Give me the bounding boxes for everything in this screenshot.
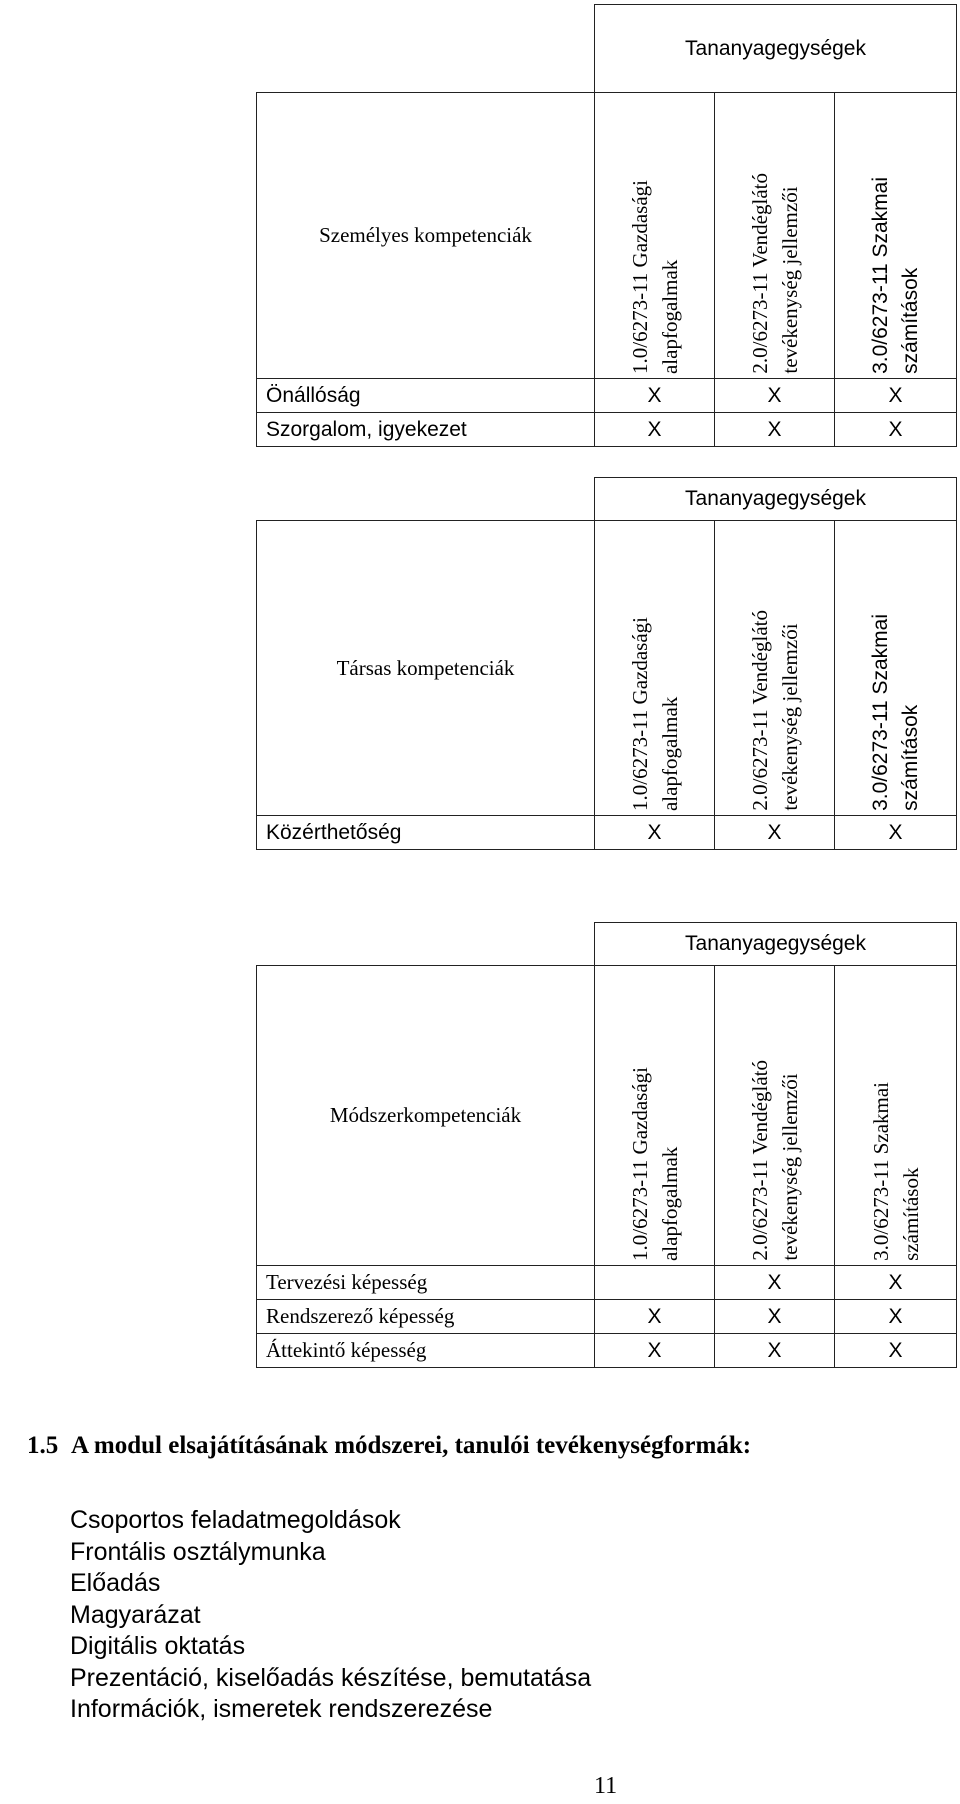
- table-title: Társas kompetenciák: [257, 521, 595, 816]
- unit-header-2: 2.0/6273-11 Vendéglátó tevékenység jellemzői: [715, 521, 835, 816]
- list-item: Információk, ismeretek rendszerezése: [70, 1695, 493, 1723]
- row-label: Rendszerező képesség: [257, 1300, 595, 1334]
- competency-table-personal: [256, 4, 957, 447]
- mark-cell: X: [835, 1334, 957, 1368]
- mark-cell: X: [835, 413, 957, 447]
- list-item: Csoportos feladatmegoldások: [70, 1506, 401, 1534]
- table-title: Személyes kompetenciák: [257, 93, 595, 379]
- section-heading: [27, 1432, 751, 1460]
- table-row: [257, 816, 957, 850]
- section-title: A modul elsajátításának módszerei, tanulói tevékenységformák:: [71, 1432, 752, 1459]
- header-units-label: Tananyagegységek: [595, 5, 957, 93]
- row-label: Közérthetőség: [257, 816, 595, 850]
- page-number: 11: [594, 1773, 618, 1799]
- mark-cell: X: [595, 816, 715, 850]
- competency-table-social: [256, 477, 957, 850]
- table-row: [257, 1266, 957, 1300]
- list-item: Előadás: [70, 1569, 161, 1597]
- unit-header-3: 3.0/6273-11 Szakmai számítások: [835, 93, 957, 379]
- unit-header-2: 2.0/6273-11 Vendéglátó tevékenység jellemzői: [715, 93, 835, 379]
- unit-header-1: 1.0/6273-11 Gazdasági alapfogalmak: [595, 93, 715, 379]
- list-item: Digitális oktatás: [70, 1632, 246, 1660]
- header-units-label: Tananyagegységek: [595, 923, 957, 966]
- mark-cell: X: [715, 379, 835, 413]
- row-label: Áttekintő képesség: [257, 1334, 595, 1368]
- mark-cell: X: [595, 413, 715, 447]
- list-item: Prezentáció, kiselőadás készítése, bemutatása: [70, 1663, 592, 1692]
- mark-cell: X: [595, 1300, 715, 1334]
- header-units-label: Tananyagegységek: [595, 478, 957, 521]
- unit-header-3: 3.0/6273-11 Szakmai számítások: [835, 521, 957, 816]
- mark-cell: X: [595, 1334, 715, 1368]
- unit-header-1: 1.0/6273-11 Gazdasági alapfogalmak: [595, 521, 715, 816]
- unit-header-1: 1.0/6273-11 Gazdasági alapfogalmak: [595, 966, 715, 1266]
- unit-header-3: 3.0/6273-11 Szakmai számítások: [835, 966, 957, 1266]
- list-item: Frontális osztálymunka: [70, 1537, 326, 1566]
- table-row: [257, 379, 957, 413]
- table-row: [257, 1300, 957, 1334]
- table-row: [257, 1334, 957, 1368]
- unit-header-2: 2.0/6273-11 Vendéglátó tevékenység jellemzői: [715, 966, 835, 1266]
- mark-cell: X: [835, 1266, 957, 1300]
- row-label: Szorgalom, igyekezet: [257, 413, 595, 447]
- mark-cell: [595, 1266, 715, 1300]
- mark-cell: X: [715, 816, 835, 850]
- method-list: [70, 1505, 591, 1726]
- mark-cell: X: [715, 1266, 835, 1300]
- mark-cell: X: [835, 816, 957, 850]
- list-item: Magyarázat: [70, 1600, 201, 1629]
- row-label: Tervezési képesség: [257, 1266, 595, 1300]
- mark-cell: X: [835, 379, 957, 413]
- row-label: Önállóság: [257, 379, 595, 413]
- mark-cell: X: [715, 1300, 835, 1334]
- mark-cell: X: [715, 1334, 835, 1368]
- table-title: Módszerkompetenciák: [257, 966, 595, 1266]
- mark-cell: X: [715, 413, 835, 447]
- table-row: [257, 413, 957, 447]
- competency-table-method: [256, 922, 957, 1368]
- mark-cell: X: [835, 1300, 957, 1334]
- mark-cell: X: [595, 379, 715, 413]
- section-number: 1.5: [27, 1432, 59, 1459]
